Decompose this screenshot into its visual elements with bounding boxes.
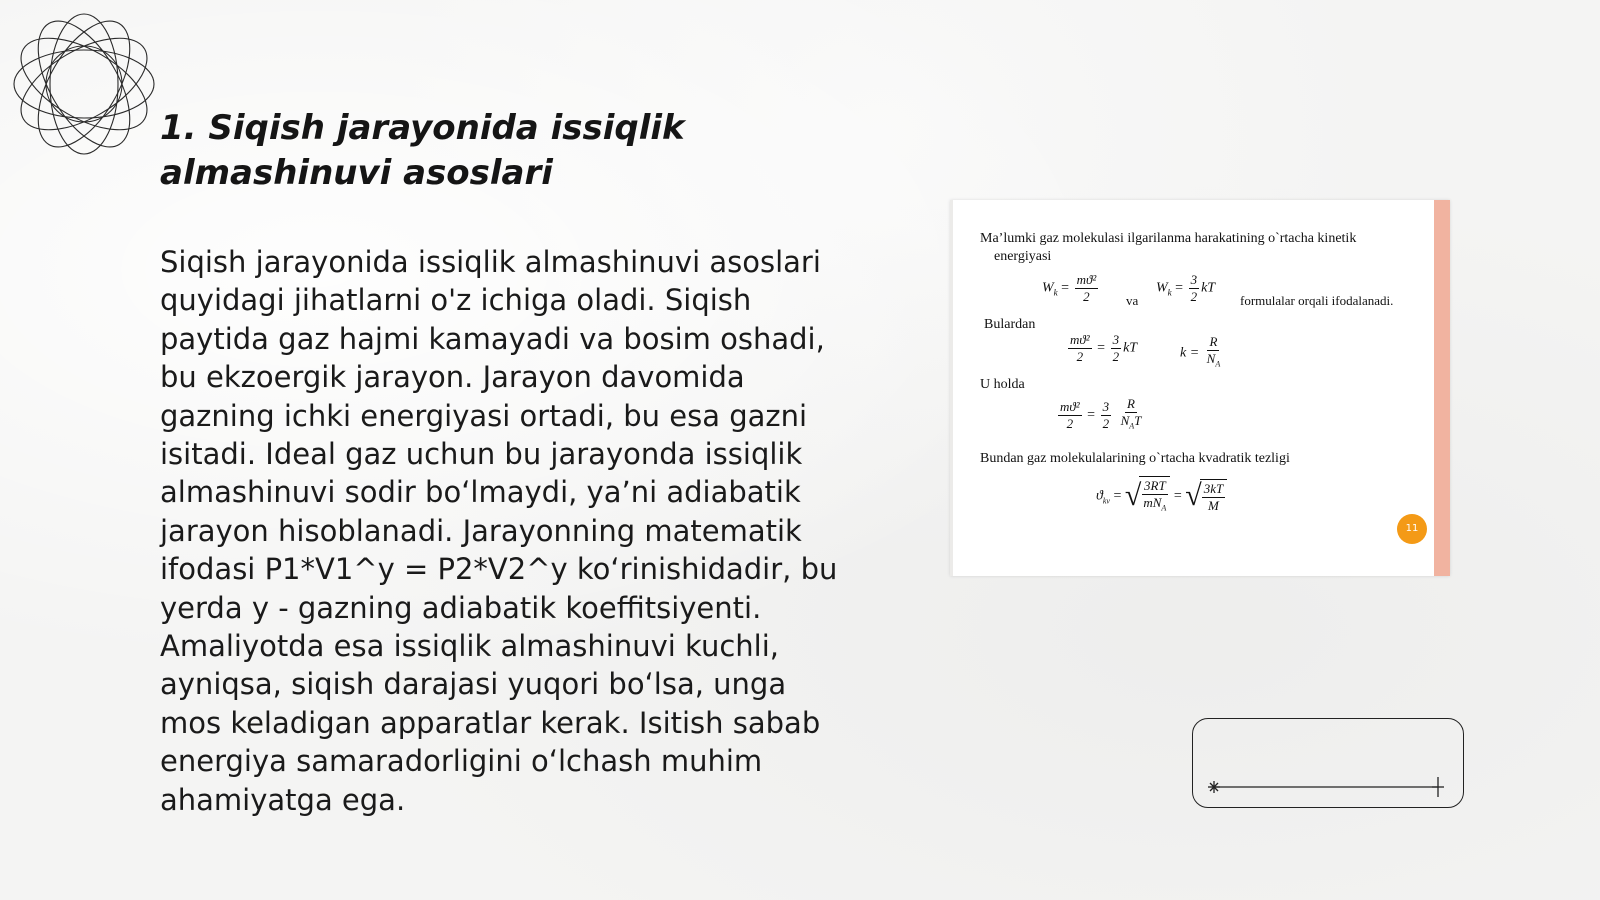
kT-term: kT [1201,280,1216,296]
frac-denominator-c: 2 [1066,415,1074,431]
fraction-R-over-NA [1205,334,1223,373]
w-subscript-2: k [1167,287,1172,298]
w-symbol-2: W [1156,280,1168,296]
frac-3kT: 3kT [1203,480,1224,496]
kT-term-b: kT [1123,340,1138,356]
fraction-three-halves [1189,272,1200,305]
frac-three-c: 3 [1102,398,1110,414]
theta-subscript: kv [1102,496,1110,506]
fraction-m-theta-over-2 [1075,272,1099,305]
frac-mNA: $mN_A$ [1143,495,1167,513]
frac-NA: $N_A$ [1206,351,1221,369]
formula-kinetic-energy-kT: $W_k$ = $\frac{3}{2}$ kT [1156,272,1216,304]
formula-rms-speed: $ϑ_{kv}$ = √ $\frac{3RT}{mN_A}$ = √ $\frac{3kT}{M}$ [1096,476,1227,517]
sqrt-3kT-over-M: √ $\frac{3kT}{M}$ [1185,479,1227,514]
frac-numerator-c: mϑ² [1060,398,1080,414]
formula-bundan: Bundan gaz molekulalarining o`rtacha kvadratik tezligi [980,451,1290,466]
formula-boltzmann [1180,334,1224,373]
formula-intro-continuation: energiyasi [994,249,1052,264]
formula-intro-line: Ma’lumki gaz molekulasi ilgarilanma harakatining o`rtacha kinetik [980,231,1357,246]
fraction-three-halves-c [1101,399,1112,432]
formula-substituted: $\frac{\text{mϑ²}}{2}$ = $\frac{3}{2}$ $\frac{R}{N_AT}$ [1056,396,1145,435]
fraction-3RT-over-mNA [1141,478,1168,517]
fraction-3kT-over-M [1202,481,1226,514]
image-left-edge [950,200,953,576]
formula-u-holda: U holda [980,377,1025,392]
frac-two: 2 [1190,289,1198,304]
fraction-m-theta-over-2-b [1068,332,1092,365]
formula-equality: $\frac{\text{mϑ²}}{2}$ = $\frac{3}{2}$ kT [1070,332,1138,364]
frac-numerator: mϑ² [1076,272,1097,287]
frac-R-c: R [1127,396,1135,411]
formula-image [950,200,1450,576]
w-symbol: W [1042,280,1054,296]
image-accent-bar [1434,200,1450,576]
sqrt-3RT-over-mNA: √ $\frac{3RT}{mN_A}$ [1125,476,1170,517]
slide-title: 1. Siqish jarayonida issiqlik almashinuvi asoslari [160,108,685,193]
frac-two-b: 2 [1112,349,1120,364]
formula-description: formulalar orqali ifodalanadi. [1240,293,1394,308]
cross-star-icon [1432,777,1444,797]
fraction-m-theta-over-2-c [1058,399,1082,432]
frac-denominator-b: 2 [1076,349,1084,364]
fraction-three-halves-b [1111,332,1122,365]
k-equals: k = [1180,345,1200,361]
frac-three: 3 [1190,272,1198,287]
decorative-rounded-box [1192,718,1464,808]
page-number-badge: 11 [1397,514,1427,544]
frac-3RT: 3RT [1144,478,1166,493]
theta-symbol: ϑ [1096,488,1103,504]
frac-denominator: 2 [1083,289,1090,304]
frac-M: M [1208,497,1219,513]
sparkle-icon [1208,781,1220,793]
formula-va: va [1126,293,1139,308]
frac-R: R [1209,334,1218,349]
frac-NAT: $N_AT$ [1120,413,1142,431]
frac-three-b: 3 [1112,332,1120,347]
decorative-line [1192,718,1464,808]
formula-bulardan: Bulardan [984,317,1036,332]
w-subscript: k [1053,287,1058,298]
frac-numerator-b: mϑ² [1070,332,1090,347]
frac-two-c: 2 [1102,415,1110,431]
fraction-R-over-NAT [1119,396,1144,435]
formula-kinetic-energy: $W_k$ = $\frac{\text{mϑ²}}{2}$ [1042,272,1097,304]
slide-body-text: Siqish jarayonida issiqlik almashinuvi asoslari quyidagi jihatlarni o'z ichiga oladi. Siqish paytida gaz hajmi kamayadi va bosim oshadi, bu ekzoergik jarayon. Jarayon davomida gazning ichki energiyasi ortadi, bu esa gazni isitadi. Ideal gaz uchun bu jarayonda issiqlik almashinuvi sodir boʻlmaydi, yaʼni adiabatik jarayon hisoblanadi. Jarayonning matematik ifodasi P1*V1^y = P2*V2^y koʻrinishidadir, bu yerda y - gazning adiabatik koeffitsiyenti. Amaliyotda esa issiqlik almashinuvi kuchli, ayniqsa, siqish darajasi yuqori boʻlsa, unga mos keladigan apparatlar kerak. Isitish sabab energiya samaradorligini oʻlchash muhim ahamiyatga ega. [160,245,838,817]
decorative-ornament [10,10,158,158]
